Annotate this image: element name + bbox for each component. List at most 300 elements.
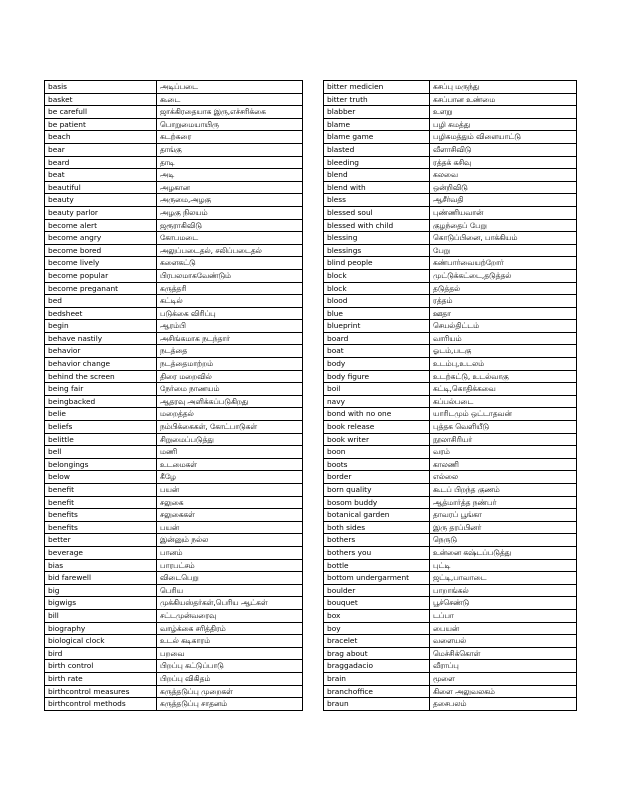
glossary-row [45, 572, 303, 585]
tamil-translation: கூடப் பிறந்த குணம் [430, 484, 577, 497]
tamil-translation: காலணி [430, 458, 577, 471]
tamil-translation: அருமை,அழகு [157, 194, 303, 207]
english-term: botanical garden [324, 509, 430, 522]
glossary-row [324, 584, 577, 597]
tamil-translation: சலுகைகள் [157, 509, 303, 522]
glossary-row [324, 559, 577, 572]
glossary-row [45, 81, 303, 94]
glossary-row [324, 395, 577, 408]
tamil-translation: கிளை அலுவலகம் [430, 685, 577, 698]
tamil-translation: அழகான [157, 181, 303, 194]
glossary-row [45, 219, 303, 232]
tamil-translation: நூலாசிரியர் [430, 433, 577, 446]
english-term: bias [45, 559, 157, 572]
english-term: be patient [45, 118, 157, 131]
english-term: bracelet [324, 635, 430, 648]
english-term: benefits [45, 521, 157, 534]
english-term: blessings [324, 244, 430, 257]
glossary-row [45, 257, 303, 270]
english-term: become popular [45, 269, 157, 282]
tamil-translation: கசப்பான உண்மை [430, 93, 577, 106]
english-term: beliefs [45, 421, 157, 434]
tamil-translation: ஜட்டி,பாவாடை [430, 572, 577, 585]
glossary-row [45, 383, 303, 396]
glossary-row [324, 471, 577, 484]
glossary-row [324, 672, 577, 685]
glossary-row [324, 156, 577, 169]
tamil-translation: பேறு [430, 244, 577, 257]
english-term: beingbacked [45, 395, 157, 408]
english-term: beverage [45, 546, 157, 559]
english-term: bed [45, 295, 157, 308]
tamil-translation: தாடி [157, 156, 303, 169]
tamil-translation: சட்டமுன்வரைவு [157, 609, 303, 622]
english-term: bill [45, 609, 157, 622]
glossary-row [45, 206, 303, 219]
english-term: both sides [324, 521, 430, 534]
english-term: blend with [324, 181, 430, 194]
english-term: being fair [45, 383, 157, 396]
tamil-translation: கொடுப்பினை, பாக்கியம் [430, 232, 577, 245]
glossary-row [324, 635, 577, 648]
tamil-translation: கோபமடை [157, 232, 303, 245]
english-term: blueprint [324, 320, 430, 333]
english-term: blasted [324, 143, 430, 156]
english-term: blessed soul [324, 206, 430, 219]
english-term: behavior change [45, 358, 157, 371]
tamil-translation: அலுப்படைதல், சலிப்படைதல் [157, 244, 303, 257]
glossary-row [45, 698, 303, 711]
glossary-row [45, 647, 303, 660]
glossary-row [324, 370, 577, 383]
english-term: braggadacio [324, 660, 430, 673]
tamil-translation: நடத்தை [157, 345, 303, 358]
glossary-row [324, 408, 577, 421]
glossary-row [45, 609, 303, 622]
english-term: block [324, 282, 430, 295]
glossary-row [324, 194, 577, 207]
glossary-row [324, 332, 577, 345]
english-term: bid farewell [45, 572, 157, 585]
glossary-row [45, 395, 303, 408]
right-glossary-body [324, 81, 577, 711]
tamil-translation: இன்னும் நல்ல [157, 534, 303, 547]
glossary-row [45, 169, 303, 182]
tamil-translation: கடற்கரை [157, 131, 303, 144]
english-term: basket [45, 93, 157, 106]
glossary-row [45, 408, 303, 421]
tamil-translation: கூடை [157, 93, 303, 106]
glossary-row [45, 131, 303, 144]
english-term: benefit [45, 484, 157, 497]
english-term: blood [324, 295, 430, 308]
english-term: behind the screen [45, 370, 157, 383]
tamil-translation: முக்கியஸ்தர்கள்,பெரிய ஆட்கள் [157, 597, 303, 610]
english-term: bottle [324, 559, 430, 572]
english-term: biological clock [45, 635, 157, 648]
tamil-translation: கீழே [157, 471, 303, 484]
english-term: blame [324, 118, 430, 131]
glossary-row [324, 206, 577, 219]
tamil-translation: புட்டி [430, 559, 577, 572]
glossary-row [324, 307, 577, 320]
tamil-translation: ஆத்மார்த்த நண்பர் [430, 496, 577, 509]
english-term: bless [324, 194, 430, 207]
english-term: big [45, 584, 157, 597]
english-term: branchoffice [324, 685, 430, 698]
english-term: belittle [45, 433, 157, 446]
glossary-row [324, 320, 577, 333]
english-term: book writer [324, 433, 430, 446]
tamil-translation: அசிங்கமாக நடந்தார் [157, 332, 303, 345]
tamil-translation: அழகு நிலயம் [157, 206, 303, 219]
glossary-row [45, 370, 303, 383]
glossary-row [45, 597, 303, 610]
tamil-translation: பயன் [157, 484, 303, 497]
glossary-row [324, 358, 577, 371]
english-term: boots [324, 458, 430, 471]
english-term: beat [45, 169, 157, 182]
tamil-translation: தசைபலம் [430, 698, 577, 711]
glossary-row [324, 458, 577, 471]
glossary-row [45, 295, 303, 308]
glossary-row [324, 232, 577, 245]
tamil-translation: பயன் [157, 521, 303, 534]
tamil-translation: பானம் [157, 546, 303, 559]
tamil-translation: வளையல் [430, 635, 577, 648]
tamil-translation: செயல்திட்டம் [430, 320, 577, 333]
glossary-row [45, 521, 303, 534]
glossary-row [45, 458, 303, 471]
glossary-row [324, 421, 577, 434]
tamil-translation: கலவை [430, 169, 577, 182]
english-term: behave nastily [45, 332, 157, 345]
tamil-translation: புண்ணியவான் [430, 206, 577, 219]
tamil-translation: படுக்கை விரிப்பு [157, 307, 303, 320]
tamil-translation: பழி சுமத்து [430, 118, 577, 131]
tamil-translation: திரை மறைவில் [157, 370, 303, 383]
tamil-translation: பிறப்பு கட்டுப்பாடு [157, 660, 303, 673]
english-term: born quality [324, 484, 430, 497]
glossary-row [324, 131, 577, 144]
glossary-row [324, 169, 577, 182]
english-term: become bored [45, 244, 157, 257]
tamil-translation: சலுகை [157, 496, 303, 509]
tamil-translation: தாங்கு [157, 143, 303, 156]
tamil-translation: மணி [157, 446, 303, 459]
tamil-translation: உடம்பு,உடலம் [430, 358, 577, 371]
glossary-row [45, 433, 303, 446]
glossary-row [45, 345, 303, 358]
glossary-row [45, 471, 303, 484]
glossary-row [45, 106, 303, 119]
english-term: bosom buddy [324, 496, 430, 509]
tamil-translation: புத்தக வெளியீடு [430, 421, 577, 434]
tamil-translation: யாரிடமும் ஒட்டாதவன் [430, 408, 577, 421]
tamil-translation: வாரியம் [430, 332, 577, 345]
english-term: body [324, 358, 430, 371]
tamil-translation: தடுத்தல் [430, 282, 577, 295]
tamil-translation: ரத்தக் கசிவு [430, 156, 577, 169]
tamil-translation: மூளை [430, 672, 577, 685]
tamil-translation: பாறாங்கல் [430, 584, 577, 597]
english-term: bitter truth [324, 93, 430, 106]
english-term: navy [324, 395, 430, 408]
tamil-translation: ஆரம்பி [157, 320, 303, 333]
left-glossary-table [44, 80, 303, 711]
english-term: board [324, 332, 430, 345]
glossary-row [324, 244, 577, 257]
english-term: birth rate [45, 672, 157, 685]
glossary-row [45, 546, 303, 559]
english-term: bird [45, 647, 157, 660]
glossary-row [324, 609, 577, 622]
tamil-translation: உடற்கட்டு, உடல்வாகு [430, 370, 577, 383]
glossary-row [324, 93, 577, 106]
glossary-row [324, 572, 577, 585]
english-term: become angry [45, 232, 157, 245]
glossary-row [45, 118, 303, 131]
glossary-row [324, 597, 577, 610]
english-term: beautiful [45, 181, 157, 194]
tamil-translation: மறைத்தல் [157, 408, 303, 421]
glossary-row [324, 257, 577, 270]
glossary-row [45, 559, 303, 572]
english-term: below [45, 471, 157, 484]
english-term: bigwigs [45, 597, 157, 610]
glossary-row [324, 446, 577, 459]
english-term: become alert [45, 219, 157, 232]
glossary-row [45, 269, 303, 282]
glossary-row [324, 219, 577, 232]
glossary-row [324, 484, 577, 497]
english-term: benefit [45, 496, 157, 509]
english-term: birth control [45, 660, 157, 673]
tamil-translation: அடி [157, 169, 303, 182]
tamil-translation: டப்பா [430, 609, 577, 622]
english-term: bothers [324, 534, 430, 547]
tamil-translation: எல்லை [430, 471, 577, 484]
english-term: blame game [324, 131, 430, 144]
glossary-row [45, 282, 303, 295]
glossary-row [45, 232, 303, 245]
english-term: beauty parlor [45, 206, 157, 219]
glossary-row [324, 698, 577, 711]
left-glossary-body [45, 81, 303, 711]
english-term: bell [45, 446, 157, 459]
glossary-row [45, 332, 303, 345]
tamil-translation: ஜரூராகிவிடு [157, 219, 303, 232]
english-term: belie [45, 408, 157, 421]
glossary-row [45, 622, 303, 635]
tamil-translation: கசப்பு மருந்து [430, 81, 577, 94]
glossary-row [45, 446, 303, 459]
glossary-row [45, 320, 303, 333]
glossary-row [324, 509, 577, 522]
english-term: block [324, 269, 430, 282]
tamil-translation: பூச்செண்டு [430, 597, 577, 610]
glossary-row [45, 635, 303, 648]
glossary-row [45, 181, 303, 194]
glossary-row [45, 156, 303, 169]
glossary-row [324, 546, 577, 559]
english-term: birthcontrol methods [45, 698, 157, 711]
english-term: bond with no one [324, 408, 430, 421]
tamil-translation: ஒன்றிவிடு [430, 181, 577, 194]
tamil-translation: தாவரப் பூங்கா [430, 509, 577, 522]
tamil-translation: உடல் கடிகாரம் [157, 635, 303, 648]
glossary-row [45, 484, 303, 497]
english-term: beauty [45, 194, 157, 207]
glossary-row [324, 647, 577, 660]
glossary-row [324, 282, 577, 295]
tamil-translation: கருத்தரி [157, 282, 303, 295]
english-term: benefits [45, 509, 157, 522]
tamil-translation: குழந்தைப் பேறு [430, 219, 577, 232]
english-term: beach [45, 131, 157, 144]
tamil-translation: பையன் [430, 622, 577, 635]
english-term: boil [324, 383, 430, 396]
glossary-row [45, 584, 303, 597]
english-term: belongings [45, 458, 157, 471]
english-term: behavior [45, 345, 157, 358]
glossary-row [324, 622, 577, 635]
english-term: bothers you [324, 546, 430, 559]
tamil-translation: நேர்மை நாணயம் [157, 383, 303, 396]
tamil-translation: கட்டி,கொதிக்கவை [430, 383, 577, 396]
tamil-translation: வீளாசிவிடு [430, 143, 577, 156]
right-glossary-table [323, 80, 577, 711]
english-term: bouquet [324, 597, 430, 610]
tamil-translation: ரத்தம் [430, 295, 577, 308]
glossary-row [324, 534, 577, 547]
tamil-translation: வாழ்க்கை சரித்திரம் [157, 622, 303, 635]
tamil-translation: கட்டில் [157, 295, 303, 308]
glossary-row [324, 345, 577, 358]
tamil-translation: பாரபட்சம் [157, 559, 303, 572]
glossary-row [324, 118, 577, 131]
glossary-row [45, 685, 303, 698]
english-term: blessing [324, 232, 430, 245]
glossary-row [324, 295, 577, 308]
glossary-row [324, 685, 577, 698]
english-term: become lively [45, 257, 157, 270]
tamil-translation: ஓடம்,படகு [430, 345, 577, 358]
tamil-translation: பொறுமையாயிரு [157, 118, 303, 131]
english-term: boat [324, 345, 430, 358]
english-term: brag about [324, 647, 430, 660]
english-term: better [45, 534, 157, 547]
english-term: blabber [324, 106, 430, 119]
glossary-row [45, 194, 303, 207]
tamil-translation: ஊதா [430, 307, 577, 320]
glossary-row [324, 521, 577, 534]
english-term: bottom undergarment [324, 572, 430, 585]
tamil-translation: கண்பார்வையற்றோர் [430, 257, 577, 270]
tamil-translation: உளறு [430, 106, 577, 119]
english-term: bear [45, 143, 157, 156]
glossary-row [324, 269, 577, 282]
english-term: boon [324, 446, 430, 459]
glossary-row [324, 496, 577, 509]
tamil-translation: ஜாக்கிரதையாக இரு,எச்சரிக்கை [157, 106, 303, 119]
glossary-row [45, 496, 303, 509]
glossary-row [45, 143, 303, 156]
glossary-row [324, 660, 577, 673]
tamil-translation: பறவை [157, 647, 303, 660]
glossary-row [324, 143, 577, 156]
tamil-translation: பிரபலமாகவேண்டும் [157, 269, 303, 282]
glossary-row [324, 181, 577, 194]
tamil-translation: ஆதரவு அளிக்கப்படுகிறது [157, 395, 303, 408]
tamil-translation: இரு தரப்பினர் [430, 521, 577, 534]
glossary-row [324, 383, 577, 396]
tamil-translation: விடைபெறு [157, 572, 303, 585]
english-term: body figure [324, 370, 430, 383]
tamil-translation: உடமைகள் [157, 458, 303, 471]
english-term: bitter medicien [324, 81, 430, 94]
english-term: begin [45, 320, 157, 333]
glossary-row [45, 358, 303, 371]
english-term: bedsheet [45, 307, 157, 320]
tamil-translation: உன்னை கஷ்டப்படுத்து [430, 546, 577, 559]
tamil-translation: முட்டுக்கட்டை,தடுத்தல் [430, 269, 577, 282]
tamil-translation: சிறுமைப்படுத்து [157, 433, 303, 446]
english-term: bleeding [324, 156, 430, 169]
tamil-translation: பழிசுமத்தும் விளையாட்டு [430, 131, 577, 144]
english-term: become preganant [45, 282, 157, 295]
tamil-translation: கருத்தடுப்பு முறைகள் [157, 685, 303, 698]
english-term: border [324, 471, 430, 484]
english-term: blue [324, 307, 430, 320]
english-term: biography [45, 622, 157, 635]
glossary-row [324, 433, 577, 446]
tamil-translation: பிறப்பு விகிதம் [157, 672, 303, 685]
english-term: boulder [324, 584, 430, 597]
english-term: be carefull [45, 106, 157, 119]
tamil-translation: நெருடு [430, 534, 577, 547]
glossary-row [45, 534, 303, 547]
english-term: blend [324, 169, 430, 182]
glossary-row [45, 93, 303, 106]
glossary-row [45, 244, 303, 257]
tamil-translation: ஆசீர்வதி [430, 194, 577, 207]
english-term: birthcontrol measures [45, 685, 157, 698]
english-term: blessed with child [324, 219, 430, 232]
english-term: book release [324, 421, 430, 434]
tamil-translation: வீராப்பு [430, 660, 577, 673]
glossary-row [45, 421, 303, 434]
tamil-translation: அடிப்படை [157, 81, 303, 94]
glossary-row [45, 672, 303, 685]
tamil-translation: கருத்தடுப்பு சாதனம் [157, 698, 303, 711]
tamil-translation: வரம் [430, 446, 577, 459]
tamil-translation: மெச்சிக்கொள் [430, 647, 577, 660]
english-term: boy [324, 622, 430, 635]
tamil-translation: களைகட்டு [157, 257, 303, 270]
glossary-row [324, 81, 577, 94]
tamil-translation: பெரிய [157, 584, 303, 597]
tamil-translation: கப்பல்படை [430, 395, 577, 408]
tamil-translation: நடத்தைமாற்றம் [157, 358, 303, 371]
glossary-row [45, 509, 303, 522]
glossary-row [324, 106, 577, 119]
english-term: blind people [324, 257, 430, 270]
tamil-translation: நம்பிக்கைகள், கோட்பாடுகள் [157, 421, 303, 434]
english-term: beard [45, 156, 157, 169]
english-term: braun [324, 698, 430, 711]
english-term: basis [45, 81, 157, 94]
